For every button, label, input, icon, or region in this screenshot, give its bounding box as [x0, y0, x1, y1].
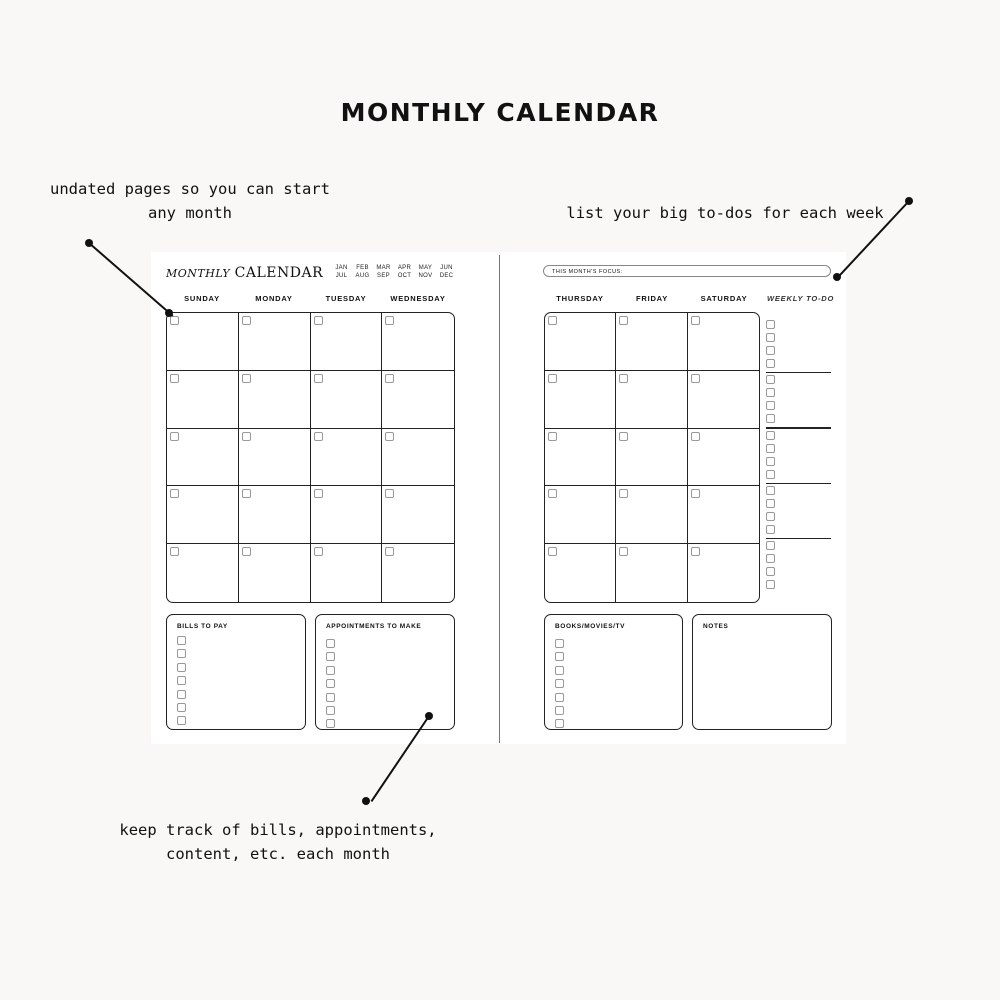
weekly-todo-list [766, 318, 831, 591]
checkbox[interactable] [555, 706, 564, 715]
calendar-day-cell[interactable] [382, 313, 454, 371]
date-checkbox[interactable] [314, 432, 323, 441]
checkbox[interactable] [766, 567, 775, 576]
date-checkbox[interactable] [170, 316, 179, 325]
month-aug[interactable]: AUG [355, 273, 370, 279]
checkbox[interactable] [555, 719, 564, 728]
weekly-todo-group [766, 539, 831, 591]
date-checkbox[interactable] [691, 547, 700, 556]
calendar-day-cell[interactable] [382, 371, 454, 429]
annotation-undated-line2: any month [148, 204, 232, 222]
page-title: MONTHLY CALENDAR [340, 98, 660, 127]
calendar-day-cell[interactable] [167, 313, 239, 371]
checkbox[interactable] [177, 716, 186, 725]
date-checkbox[interactable] [619, 547, 628, 556]
date-checkbox[interactable] [691, 374, 700, 383]
date-checkbox[interactable] [619, 489, 628, 498]
date-checkbox[interactable] [548, 432, 557, 441]
bills-to-pay-label: BILLS TO PAY [177, 623, 228, 630]
calendar-grid-left [166, 312, 455, 603]
date-checkbox[interactable] [619, 316, 628, 325]
calendar-day-cell[interactable] [382, 544, 454, 602]
date-checkbox[interactable] [170, 489, 179, 498]
calendar-day-cell[interactable] [311, 371, 383, 429]
callout-dot-bills-end [362, 797, 370, 805]
checkbox[interactable] [766, 414, 775, 423]
calendar-day-cell[interactable] [688, 544, 759, 602]
calendar-day-cell[interactable] [616, 371, 687, 429]
month-feb[interactable]: FEB [356, 265, 369, 271]
monthly-focus-label: THIS MONTH'S FOCUS: [552, 269, 623, 275]
calendar-day-cell[interactable] [311, 486, 383, 544]
annotation-bills-line1: keep track of bills, appointments, [119, 821, 437, 839]
books-checklist [555, 639, 564, 733]
date-checkbox[interactable] [242, 489, 251, 498]
month-dec[interactable]: DEC [439, 273, 454, 279]
notes-label: NOTES [703, 623, 729, 630]
calendar-day-cell[interactable] [616, 486, 687, 544]
calendar-day-cell[interactable] [382, 429, 454, 487]
weekly-todo-header: WEEKLY TO-DO [767, 294, 835, 303]
checkbox[interactable] [766, 580, 775, 589]
checkbox[interactable] [177, 690, 186, 699]
checkbox[interactable] [326, 719, 335, 728]
calendar-day-cell[interactable] [545, 313, 616, 371]
date-checkbox[interactable] [242, 316, 251, 325]
calendar-grid-right [544, 312, 760, 603]
date-checkbox[interactable] [691, 316, 700, 325]
weekly-todo-group [766, 484, 831, 538]
calendar-day-cell[interactable] [688, 371, 759, 429]
date-checkbox[interactable] [548, 374, 557, 383]
month-jul[interactable]: JUL [335, 273, 348, 279]
date-checkbox[interactable] [385, 489, 394, 498]
calendar-day-cell[interactable] [311, 313, 383, 371]
calendar-day-cell[interactable] [688, 429, 759, 487]
checkbox[interactable] [766, 346, 775, 355]
calendar-day-cell[interactable] [239, 313, 311, 371]
date-checkbox[interactable] [314, 489, 323, 498]
checkbox[interactable] [766, 457, 775, 466]
bills-to-pay-box[interactable] [166, 614, 306, 730]
monthly-focus-field[interactable] [543, 265, 831, 277]
date-checkbox[interactable] [691, 489, 700, 498]
checkbox[interactable] [766, 333, 775, 342]
date-checkbox[interactable] [170, 374, 179, 383]
checkbox[interactable] [555, 639, 564, 648]
checkbox[interactable] [766, 401, 775, 410]
calendar-day-cell[interactable] [239, 486, 311, 544]
checkbox[interactable] [326, 706, 335, 715]
month-nov[interactable]: NOV [418, 273, 433, 279]
month-apr[interactable]: APR [397, 265, 412, 271]
date-checkbox[interactable] [242, 547, 251, 556]
date-checkbox[interactable] [691, 432, 700, 441]
month-mar[interactable]: MAR [376, 265, 391, 271]
date-checkbox[interactable] [385, 547, 394, 556]
calendar-day-cell[interactable] [616, 544, 687, 602]
checkbox[interactable] [766, 375, 775, 384]
checkbox[interactable] [766, 320, 775, 329]
date-checkbox[interactable] [170, 432, 179, 441]
month-may[interactable]: MAY [418, 265, 433, 271]
appointments-label: APPOINTMENTS TO MAKE [326, 623, 422, 630]
calendar-day-cell[interactable] [311, 429, 383, 487]
date-checkbox[interactable] [619, 432, 628, 441]
date-checkbox[interactable] [548, 316, 557, 325]
calendar-day-cell[interactable] [616, 313, 687, 371]
checkbox[interactable] [766, 541, 775, 550]
annotation-undated-line1: undated pages so you can start [50, 180, 330, 198]
date-checkbox[interactable] [548, 547, 557, 556]
calendar-day-cell[interactable] [545, 371, 616, 429]
date-checkbox[interactable] [314, 547, 323, 556]
day-header-saturday: SATURDAY [700, 294, 748, 303]
date-checkbox[interactable] [170, 547, 179, 556]
calendar-day-cell[interactable] [167, 486, 239, 544]
calendar-day-cell[interactable] [167, 544, 239, 602]
calendar-day-cell[interactable] [239, 429, 311, 487]
calendar-day-cell[interactable] [545, 544, 616, 602]
checkbox[interactable] [326, 693, 335, 702]
date-checkbox[interactable] [548, 489, 557, 498]
weekly-todo-group [766, 318, 831, 372]
date-checkbox[interactable] [385, 432, 394, 441]
appointments-box[interactable] [315, 614, 455, 730]
annotation-bills [118, 818, 438, 866]
calendar-day-cell[interactable] [311, 544, 383, 602]
month-oct[interactable]: OCT [397, 273, 412, 279]
checkbox[interactable] [766, 444, 775, 453]
calendar-day-cell[interactable] [239, 544, 311, 602]
annotation-undated [40, 177, 340, 225]
calendar-day-cell[interactable] [239, 371, 311, 429]
checkbox[interactable] [766, 388, 775, 397]
checkbox[interactable] [766, 525, 775, 534]
calendar-day-cell[interactable] [382, 486, 454, 544]
checkbox[interactable] [326, 639, 335, 648]
month-jun[interactable]: JUN [440, 265, 453, 271]
calendar-day-cell[interactable] [616, 429, 687, 487]
checkbox[interactable] [326, 652, 335, 661]
planner-brand [166, 264, 323, 282]
checkbox[interactable] [326, 666, 335, 675]
calendar-day-cell[interactable] [545, 429, 616, 487]
bills-checklist [177, 636, 186, 730]
date-checkbox[interactable] [242, 374, 251, 383]
checkbox[interactable] [766, 554, 775, 563]
brand-italic: MONTHLY [166, 267, 231, 280]
calendar-day-cell[interactable] [545, 486, 616, 544]
day-header-thursday: THURSDAY [556, 294, 604, 303]
checkbox[interactable] [766, 512, 775, 521]
appointments-checklist [326, 639, 335, 733]
checkbox[interactable] [555, 693, 564, 702]
checkbox[interactable] [555, 679, 564, 688]
callout-dot-todos-end [833, 273, 841, 281]
date-checkbox[interactable] [314, 316, 323, 325]
day-header-wednesday: WEDNESDAY [390, 294, 446, 303]
page-spine [499, 255, 500, 743]
calendar-day-cell[interactable] [167, 371, 239, 429]
checkbox[interactable] [555, 652, 564, 661]
weekly-todo-group [766, 429, 831, 483]
books-movies-tv-label: BOOKS/MOVIES/TV [555, 623, 626, 630]
annotation-bills-line2: content, etc. each month [166, 845, 390, 863]
notes-box[interactable] [692, 614, 832, 730]
day-header-friday: FRIDAY [635, 294, 669, 303]
checkbox[interactable] [766, 486, 775, 495]
checkbox[interactable] [766, 359, 775, 368]
date-checkbox[interactable] [385, 316, 394, 325]
callout-dot-undated-end [165, 309, 173, 317]
checkbox[interactable] [766, 431, 775, 440]
brand-main: CALENDAR [234, 265, 324, 281]
date-checkbox[interactable] [242, 432, 251, 441]
checkbox[interactable] [555, 666, 564, 675]
checkbox[interactable] [766, 470, 775, 479]
checkbox[interactable] [177, 663, 186, 672]
date-checkbox[interactable] [619, 374, 628, 383]
annotation-todos: list your big to-dos for each week [566, 204, 884, 222]
calendar-day-cell[interactable] [167, 429, 239, 487]
month-sep[interactable]: SEP [377, 273, 390, 279]
date-checkbox[interactable] [385, 374, 394, 383]
checkbox[interactable] [177, 649, 186, 658]
checkbox[interactable] [766, 499, 775, 508]
checkbox[interactable] [326, 679, 335, 688]
checkbox[interactable] [177, 703, 186, 712]
calendar-day-cell[interactable] [688, 313, 759, 371]
month-jan[interactable]: JAN [335, 265, 348, 271]
checkbox[interactable] [177, 676, 186, 685]
books-movies-tv-box[interactable] [544, 614, 683, 730]
checkbox[interactable] [177, 636, 186, 645]
weekly-todo-group [766, 373, 831, 427]
calendar-day-cell[interactable] [688, 486, 759, 544]
date-checkbox[interactable] [314, 374, 323, 383]
day-header-tuesday: TUESDAY [325, 294, 367, 303]
day-header-monday: MONDAY [255, 294, 293, 303]
day-header-sunday: SUNDAY [184, 294, 220, 303]
month-selector [331, 265, 457, 279]
